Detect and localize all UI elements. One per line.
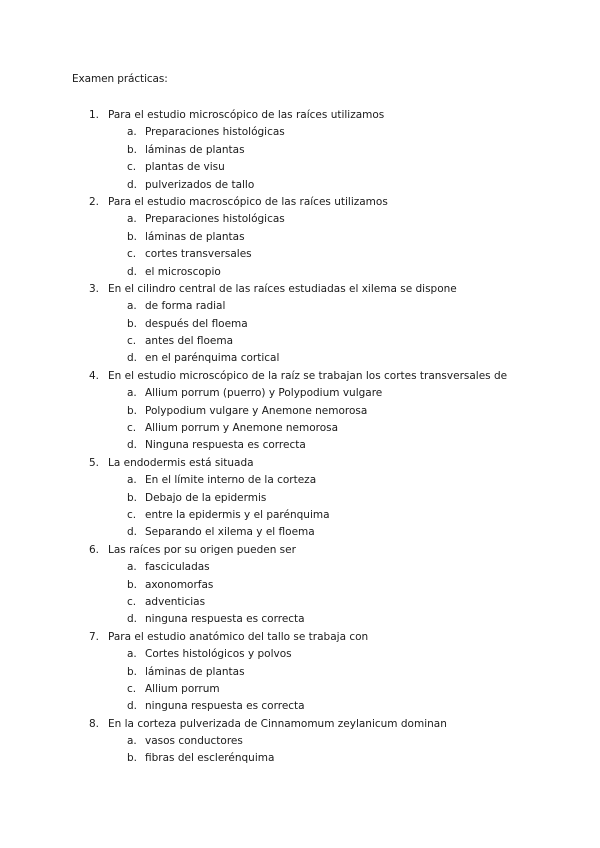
answer-option <box>0 490 600 507</box>
answer-option <box>0 420 600 437</box>
answer-option <box>0 124 600 141</box>
answer-option <box>0 646 600 663</box>
question-list <box>0 107 600 768</box>
option-text: fasciculadas <box>145 561 210 574</box>
option-letter: d. <box>127 700 138 713</box>
option-letter: a. <box>127 387 137 400</box>
option-letter: d. <box>127 352 138 365</box>
option-list <box>0 472 600 542</box>
question-number: 6. <box>89 543 100 556</box>
option-letter: d. <box>127 439 138 452</box>
option-letter: d. <box>127 526 138 539</box>
question-text: La endodermis está situada <box>108 456 254 469</box>
option-text: láminas de plantas <box>145 230 245 243</box>
question-text: En la corteza pulverizada de Cinnamomum zeylanicum dominan <box>108 717 447 730</box>
exam-title: Examen prácticas: <box>72 73 168 85</box>
option-text: después del floema <box>145 317 248 330</box>
answer-option <box>0 472 600 489</box>
option-list <box>0 211 600 281</box>
option-letter: a. <box>127 213 137 226</box>
answer-option <box>0 681 600 698</box>
question-text: Para el estudio macroscópico de las raíces utilizamos <box>108 195 388 208</box>
question-line <box>0 629 600 646</box>
option-letter: c. <box>127 422 137 435</box>
question-text: Las raíces por su origen pueden ser <box>108 543 296 556</box>
answer-option <box>0 142 600 159</box>
question-text: En el estudio microscópico de la raíz se trabajan los cortes transversales de <box>108 369 508 382</box>
option-text: Polypodium vulgare y Anemone nemorosa <box>145 404 368 417</box>
question-number: 3. <box>89 282 100 295</box>
option-letter: b. <box>127 230 138 243</box>
option-list <box>0 298 600 368</box>
answer-option <box>0 177 600 194</box>
option-text: vasos conductores <box>145 735 243 748</box>
option-letter: c. <box>127 508 137 521</box>
option-letter: b. <box>127 752 138 765</box>
option-text: de forma radial <box>145 300 226 313</box>
question-item <box>0 368 600 455</box>
answer-option <box>0 316 600 333</box>
option-letter: a. <box>127 648 137 661</box>
option-text: Allium porrum (puerro) y Polypodium vulgare <box>145 387 383 400</box>
option-letter: d. <box>127 265 138 278</box>
answer-option <box>0 698 600 715</box>
answer-option <box>0 298 600 315</box>
question-line <box>0 368 600 385</box>
option-letter: b. <box>127 404 138 417</box>
question-number: 8. <box>89 717 100 730</box>
answer-option <box>0 733 600 750</box>
question-text: Para el estudio microscópico de las raíces utilizamos <box>108 109 385 121</box>
option-text: axonomorfas <box>145 578 214 591</box>
option-text: Allium porrum <box>145 682 220 695</box>
option-text: Preparaciones histológicas <box>145 213 285 226</box>
question-number: 4. <box>89 369 100 382</box>
option-text: Debajo de la epidermis <box>145 491 267 504</box>
question-number: 5. <box>89 456 100 469</box>
option-text: ninguna respuesta es correcta <box>145 613 305 626</box>
option-letter: d. <box>127 178 138 191</box>
answer-option <box>0 246 600 263</box>
option-text: el microscopio <box>145 265 221 278</box>
answer-option <box>0 403 600 420</box>
option-list <box>0 124 600 194</box>
answer-option <box>0 750 600 767</box>
option-letter: c. <box>127 161 137 174</box>
question-text: En el cilindro central de las raíces estudiadas el xilema se dispone <box>108 282 457 295</box>
option-text: Allium porrum y Anemone nemorosa <box>145 422 339 435</box>
question-number: 1. <box>89 109 100 121</box>
option-letter: a. <box>127 300 137 313</box>
question-text: Para el estudio anatómico del tallo se trabaja con <box>108 630 369 643</box>
option-list <box>0 559 600 629</box>
option-list <box>0 646 600 716</box>
question-line <box>0 716 600 733</box>
answer-option <box>0 333 600 350</box>
option-text: láminas de plantas <box>145 665 245 678</box>
option-letter: b. <box>127 665 138 678</box>
option-text: láminas de plantas <box>145 143 245 156</box>
answer-option <box>0 437 600 454</box>
question-item <box>0 629 600 716</box>
question-item <box>0 194 600 281</box>
question-line <box>0 542 600 559</box>
option-text: cortes transversales <box>145 248 252 261</box>
question-item <box>0 542 600 629</box>
answer-option <box>0 264 600 281</box>
option-text: en el parénquima cortical <box>145 352 280 365</box>
option-letter: b. <box>127 491 138 504</box>
option-text: adventicias <box>145 595 206 608</box>
option-letter: b. <box>127 143 138 156</box>
answer-option <box>0 611 600 628</box>
option-list <box>0 733 600 768</box>
answer-option <box>0 385 600 402</box>
option-list <box>0 385 600 455</box>
option-text: fibras del esclerénquima <box>145 752 275 765</box>
option-text: ninguna respuesta es correcta <box>145 700 305 713</box>
option-text: Cortes histológicos y polvos <box>145 648 292 661</box>
answer-option <box>0 524 600 541</box>
option-letter: a. <box>127 561 137 574</box>
answer-option <box>0 664 600 681</box>
option-text: Preparaciones histológicas <box>145 126 285 139</box>
answer-option <box>0 559 600 576</box>
option-text: Ninguna respuesta es correcta <box>145 439 306 452</box>
answer-option <box>0 211 600 228</box>
answer-option <box>0 350 600 367</box>
option-letter: c. <box>127 335 137 348</box>
option-text: antes del floema <box>145 335 234 348</box>
option-text: Separando el xilema y el floema <box>145 526 315 539</box>
option-text: plantas de visu <box>145 161 225 174</box>
option-letter: a. <box>127 126 137 139</box>
option-letter: a. <box>127 735 137 748</box>
option-letter: a. <box>127 474 137 487</box>
question-line <box>0 194 600 211</box>
answer-option <box>0 577 600 594</box>
answer-option <box>0 159 600 176</box>
answer-option <box>0 594 600 611</box>
option-letter: c. <box>127 682 137 695</box>
option-letter: b. <box>127 317 138 330</box>
option-letter: c. <box>127 595 137 608</box>
question-number: 7. <box>89 630 100 643</box>
option-text: pulverizados de tallo <box>145 178 255 191</box>
question-line <box>0 281 600 298</box>
option-letter: b. <box>127 578 138 591</box>
option-text: entre la epidermis y el parénquima <box>145 508 330 521</box>
question-item <box>0 107 600 194</box>
option-letter: c. <box>127 248 137 261</box>
answer-option <box>0 507 600 524</box>
question-line <box>0 455 600 472</box>
question-number: 2. <box>89 195 100 208</box>
option-text: En el límite interno de la corteza <box>145 474 317 487</box>
question-item <box>0 716 600 768</box>
question-item <box>0 281 600 368</box>
question-line <box>0 107 600 124</box>
answer-option <box>0 229 600 246</box>
question-item <box>0 455 600 542</box>
option-letter: d. <box>127 613 138 626</box>
